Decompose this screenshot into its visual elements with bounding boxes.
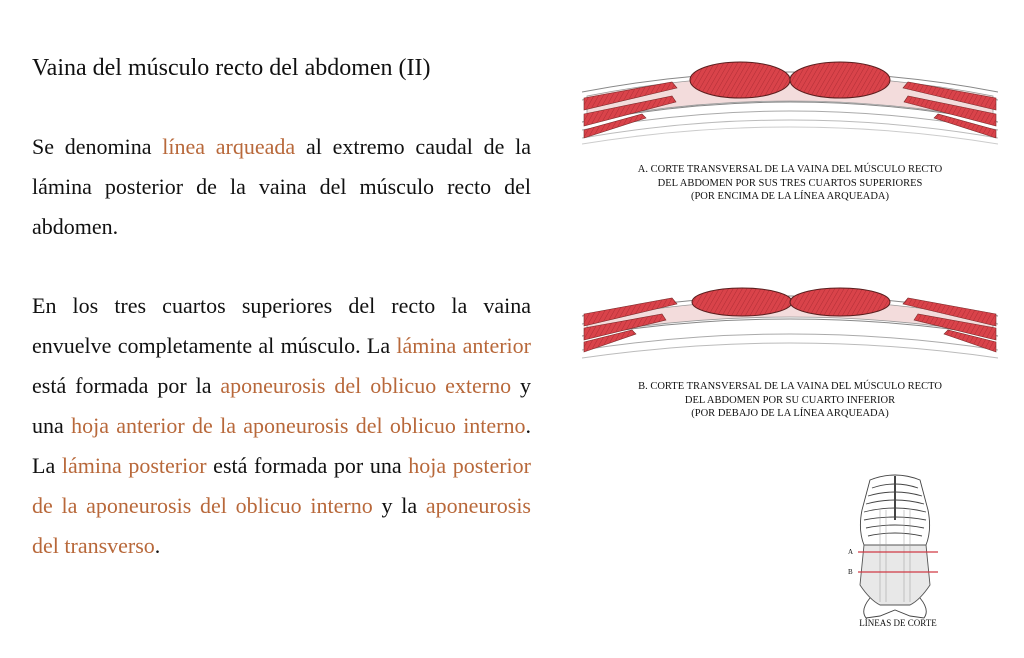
cut-line-label-b: B [848,568,853,576]
text-segment: Se denomina [32,134,163,159]
caption-line: (POR ENCIMA DE LA LÍNEA ARQUEADA) [690,191,890,202]
cross-section-a-illustration [582,52,998,146]
highlight-term: lámina posterior [61,453,207,478]
highlight-term: hoja anterior de la aponeurosis del oblicuo interno [71,413,526,438]
torso-cut-lines-illustration [840,470,950,620]
caption-figure-b [582,380,998,421]
caption-line: (POR DEBAJO DE LA LÍNEA ARQUEADA) [691,408,889,419]
text-segment: . [154,533,161,558]
caption-figure-a [582,163,998,204]
cut-line-label-a: A [848,548,854,556]
caption-line: DEL ABDOMEN POR SUS TRES CUARTOS SUPERIORES [657,177,923,189]
text-segment: está formada por una [206,453,409,478]
torso-caption: LÍNEAS DE CORTE [859,618,937,628]
highlight-term: aponeurosis del oblicuo externo [220,373,512,398]
highlight-term: línea arqueada [162,134,296,159]
text-segment: y la [372,493,426,518]
paragraph-arcuate-line [32,127,531,247]
caption-line: A. CORTE TRANSVERSAL DE LA VAINA DEL MÚSCULO RECTO [637,164,943,175]
text-segment: al extremo caudal de la lámina posterior de la vaina del músculo recto del abdomen. [32,134,531,239]
highlight-term: hoja posterior de la aponeurosis del oblicuo interno [32,453,531,518]
text-segment: . La [32,413,532,478]
cross-section-figure-a [582,52,998,146]
paragraph-sheath-layers [32,286,531,566]
text-segment: está formada por la [32,373,221,398]
text-segment: y una [32,373,531,438]
caption-line: B. CORTE TRANSVERSAL DE LA VAINA DEL MÚSCULO RECTO [638,381,942,392]
highlight-term: lámina anterior [396,333,531,358]
cross-section-figure-b [582,278,998,372]
cross-section-b-illustration [582,278,998,372]
text-segment: En los tres cuartos superiores del recto la vaina envuelve completamente al músculo. La [32,293,531,358]
caption-line: DEL ABDOMEN POR SU CUARTO INFERIOR [684,394,896,406]
page-title: Vaina del músculo recto del abdomen (II) [32,55,431,81]
highlight-term: aponeurosis del transverso [32,493,531,558]
